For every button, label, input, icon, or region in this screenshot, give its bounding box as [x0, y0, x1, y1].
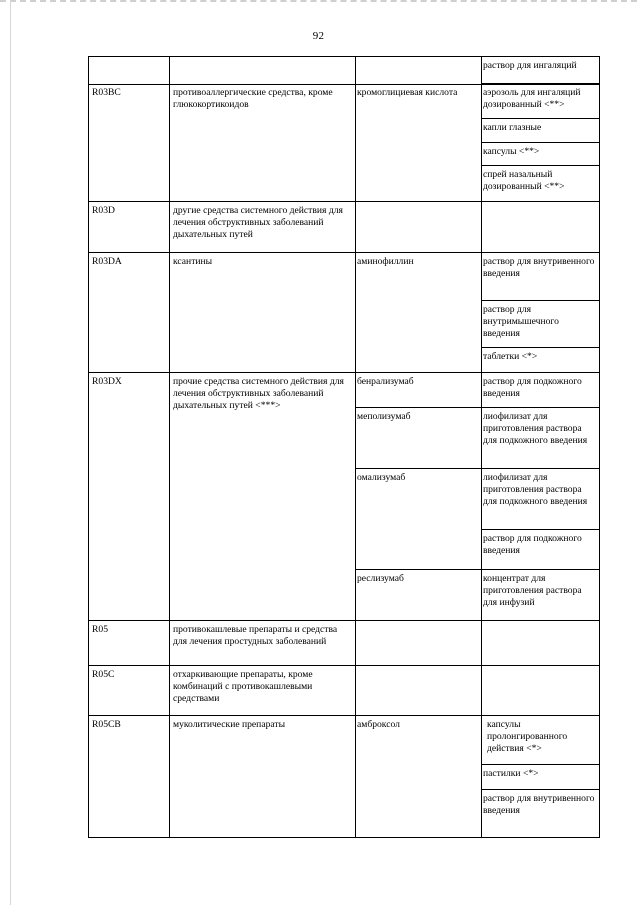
form-cell: [482, 666, 600, 716]
drug-name-cell: [356, 202, 482, 253]
atc-code-cell: R05CB: [89, 716, 170, 838]
drug-table: [88, 56, 600, 838]
form-cell: [482, 202, 600, 253]
atc-code-cell: R03DX: [89, 373, 170, 621]
atc-code-cell: R05C: [89, 666, 170, 716]
group-name-cell: прочие средства системного действия для лечения обструктивных заболеваний дыхательных путей <***>: [170, 373, 356, 621]
form-cell: лиофилизат для приготовления раствора для подкожного введения: [482, 408, 600, 469]
form-cell: раствор для внутривенного введения: [482, 790, 600, 838]
scan-top-edge: [0, 0, 637, 2]
form-cell: [482, 621, 600, 666]
form-cell: аэрозоль для ингаляций дозированный <**>: [482, 84, 600, 119]
form-cell: спрей назальный дозированный <**>: [482, 166, 600, 202]
group-name-cell: ксантины: [170, 253, 356, 373]
page-number: 92: [312, 30, 325, 42]
drug-name-cell: [356, 666, 482, 716]
drug-name-cell: меполизумаб: [356, 408, 482, 469]
form-cell: пастилки <*>: [482, 765, 600, 790]
drug-name-cell: бенрализумаб: [356, 373, 482, 408]
scan-left-edge: [10, 0, 11, 905]
form-cell: раствор для внутримышечного введения: [482, 301, 600, 348]
continued-name-cell: [170, 57, 356, 84]
group-name-cell: другие средства системного действия для лечения обструктивных заболеваний дыхательных путей: [170, 202, 356, 253]
form-cell: капли глазные: [482, 119, 600, 143]
form-cell: лиофилизат для приготовления раствора для подкожного введения: [482, 469, 600, 530]
form-cell: капсулы <**>: [482, 143, 600, 166]
form-cell: таблетки <*>: [482, 348, 600, 373]
group-name-cell: противокашлевые препараты и средства для лечения простудных заболеваний: [170, 621, 356, 666]
drug-name-cell: амброксол: [356, 716, 482, 838]
continued-drug-cell: [356, 57, 482, 84]
drug-name-cell: [356, 621, 482, 666]
group-name-cell: муколитические препараты: [170, 716, 356, 838]
group-name-cell: отхаркивающие препараты, кроме комбинаций с противокашлевыми средствами: [170, 666, 356, 716]
form-cell: раствор для подкожного введения: [482, 373, 600, 408]
atc-code-cell: R03D: [89, 202, 170, 253]
drug-name-cell: кромоглициевая кислота: [356, 84, 482, 202]
drug-name-cell: аминофиллин: [356, 253, 482, 373]
form-cell: капсулы пролонгированного действия <*>: [482, 716, 600, 765]
drug-name-cell: омализумаб: [356, 469, 482, 570]
form-cell: раствор для ингаляций: [482, 57, 600, 84]
atc-code-cell: R03DA: [89, 253, 170, 373]
atc-code-cell: R05: [89, 621, 170, 666]
form-cell: концентрат для приготовления раствора для инфузий: [482, 570, 600, 621]
form-cell: раствор для подкожного введения: [482, 530, 600, 570]
atc-code-cell: R03BC: [89, 84, 170, 202]
group-name-cell: противоаллергические средства, кроме глюкокортикоидов: [170, 84, 356, 202]
form-cell: раствор для внутривенного введения: [482, 253, 600, 301]
drug-name-cell: реслизумаб: [356, 570, 482, 621]
